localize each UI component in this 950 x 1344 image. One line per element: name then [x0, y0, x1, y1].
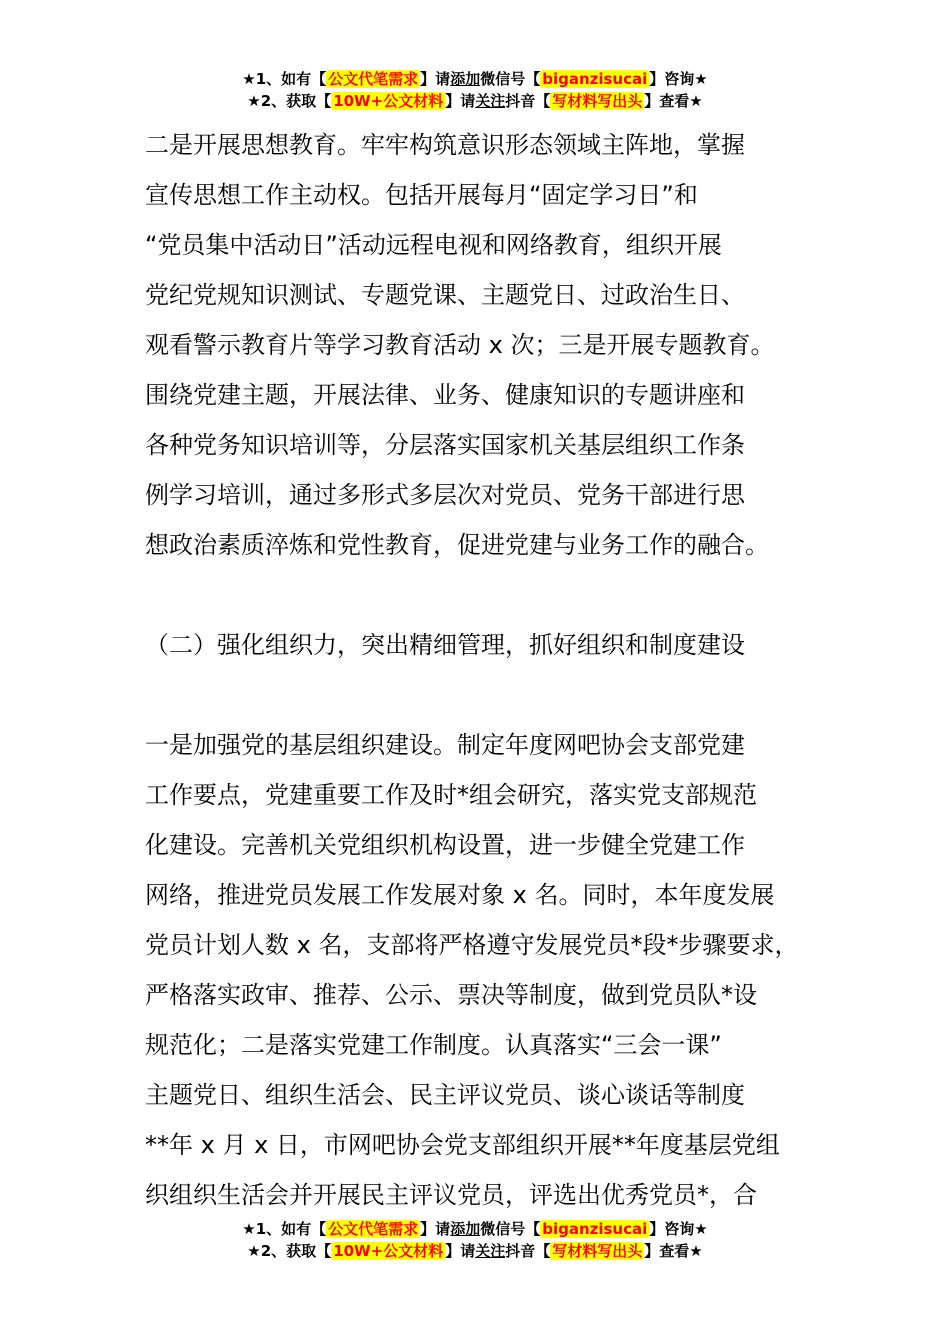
text-line: 各种党务知识培训等，分层落实国家机关基层组织工作条 — [145, 431, 745, 459]
highlight-wechat-id: biganzisucai — [542, 70, 648, 88]
text-line: 围绕党建主题，开展法律、业务、健康知识的专题讲座和 — [145, 381, 745, 409]
text-line: “党员集中活动日”活动远程电视和网络教育，组织开展 — [145, 231, 722, 259]
banner-line-2 — [0, 1240, 950, 1262]
banner-line-1 — [0, 1218, 950, 1240]
banner-text: 抖音【 — [505, 1242, 551, 1260]
banner-text: 】查看★ — [644, 1242, 703, 1260]
banner-text: 】请 — [420, 1220, 451, 1238]
banner-text: 】请 — [445, 1242, 476, 1260]
footer-banner — [0, 1218, 950, 1262]
banner-text: ★2、获取【 — [247, 1242, 332, 1260]
text-line: 想政治素质淬炼和党性教育，促进党建与业务工作的融合。 — [145, 531, 769, 559]
banner-emphasis: 关注 — [475, 92, 506, 110]
highlight-douyin-account: 写材料写出头 — [552, 1242, 643, 1260]
text-line: 主题党日、组织生活会、民主评议党员、谈心谈话等制度 — [145, 1081, 745, 1109]
paragraph-spacer — [145, 670, 835, 720]
text-line: 宣传思想工作主动权。包括开展每月“固定学习日”和 — [145, 181, 698, 209]
banner-text: 】咨询★ — [649, 1220, 708, 1238]
highlight-wechat-id: biganzisucai — [542, 1220, 648, 1238]
text-line: 观看警示教育片等学习教育活动 x 次；三是开展专题教育。 — [145, 331, 775, 359]
banner-text: 微信号【 — [480, 1220, 541, 1238]
document-body — [145, 120, 835, 1220]
paragraph-ideological-education — [145, 120, 835, 570]
text-line: 党纪党规知识测试、专题党课、主题党日、过政治生日、 — [145, 281, 745, 309]
paragraph-spacer — [145, 570, 835, 620]
text-line: 工作要点，党建重要工作及时*组会研究，落实党支部规范 — [145, 781, 757, 809]
text-line: 化建设。完善机关党组织机构设置，进一步健全党建工作 — [145, 831, 745, 859]
banner-line-1 — [0, 68, 950, 90]
paragraph-organization-building — [145, 720, 835, 1220]
banner-text: ★1、如有【 — [242, 70, 327, 88]
highlight-materials: 10W+公文材料 — [333, 92, 444, 110]
banner-text: 抖音【 — [505, 92, 551, 110]
banner-text: ★1、如有【 — [242, 1220, 327, 1238]
banner-line-2 — [0, 90, 950, 112]
banner-emphasis: 添加 — [450, 1220, 481, 1238]
banner-text: ★2、获取【 — [247, 92, 332, 110]
banner-text: 】咨询★ — [649, 70, 708, 88]
text-line: 一是加强党的基层组织建设。制定年度网吧协会支部党建 — [145, 731, 745, 759]
banner-text: 】请 — [420, 70, 451, 88]
banner-text: 】查看★ — [644, 92, 703, 110]
text-line: 二是开展思想教育。牢牢构筑意识形态领域主阵地，掌握 — [145, 131, 745, 159]
text-line: 党员计划人数 x 名，支部将严格遵守发展党员*段*步骤要求， — [145, 931, 799, 959]
text-line: **年 x 月 x 日，市网吧协会党支部组织开展**年度基层党组 — [145, 1131, 780, 1159]
highlight-service: 公文代笔需求 — [328, 1220, 419, 1238]
text-line: 织组织生活会并开展民主评议党员，评选出优秀党员*，合 — [145, 1181, 757, 1209]
text-line: 严格落实政审、推荐、公示、票决等制度，做到党员队*设 — [145, 981, 757, 1009]
highlight-douyin-account: 写材料写出头 — [552, 92, 643, 110]
text-line: 网络，推进党员发展工作发展对象 x 名。同时，本年度发展 — [145, 881, 775, 909]
banner-text: 】请 — [445, 92, 476, 110]
header-banner — [0, 68, 950, 112]
highlight-service: 公文代笔需求 — [328, 70, 419, 88]
text-line: 规范化；二是落实党建工作制度。认真落实“三会一课” — [145, 1031, 722, 1059]
highlight-materials: 10W+公文材料 — [333, 1242, 444, 1260]
banner-text: 微信号【 — [480, 70, 541, 88]
text-line: 例学习培训，通过多形式多层次对党员、党务干部进行思 — [145, 481, 745, 509]
banner-emphasis: 添加 — [450, 70, 481, 88]
section-heading: （二）强化组织力，突出精细管理，抓好组织和制度建设 — [145, 631, 745, 659]
banner-emphasis: 关注 — [475, 1242, 506, 1260]
